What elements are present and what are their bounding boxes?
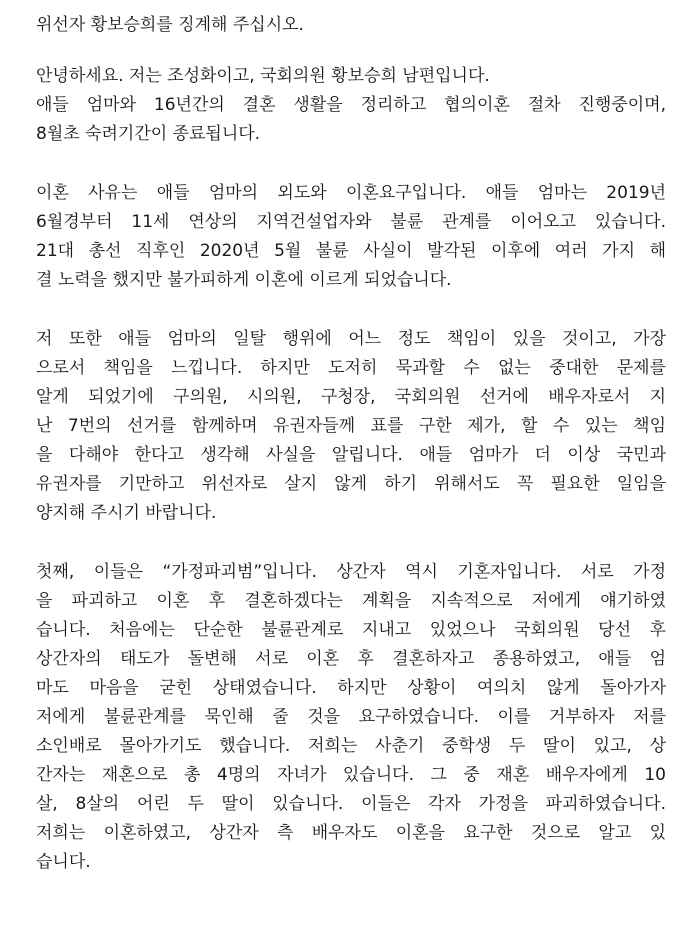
text-line: 저에게 불륜관계를 묵인해 줄 것을 요구하였습니다. 이를 거부하자 저를 [36,707,666,727]
text-line: 을 다해야 한다고 생각해 사실을 알립니다. 애들 엄마가 더 이상 국민과 [36,445,666,465]
text-line: 살, 8살의 어린 두 딸이 있습니다. 이들은 각자 가정을 파괴하였습니다. [36,794,666,814]
text-line: 알게 되었기에 구의원, 시의원, 구청장, 국회의원 선거에 배우자로서 지 [36,387,666,407]
text-line: 21대 총선 직후인 2020년 5월 불륜 사실이 발각된 이후에 여러 가지 해 [36,241,666,261]
text-line: 저희는 이혼하였고, 상간자 측 배우자도 이혼을 요구한 것으로 알고 있 [36,823,666,843]
text-line: 으로서 책임을 느낍니다. 하지만 도저히 묵과할 수 없는 중대한 문제를 [36,358,666,378]
text-line: 양지해 주시기 바랍니다. [36,503,217,523]
text-line: 8월초 숙려기간이 종료됩니다. [36,124,261,144]
document-title: 위선자 황보승희를 징계해 주십시오. [36,15,304,35]
text-line: 상간자의 태도가 돌변해 서로 이혼 후 결혼하자고 종용하였고, 애들 엄 [36,649,666,669]
text-line: 결 노력을 했지만 불가피하게 이혼에 이르게 되었습니다. [36,270,452,290]
text-line: 안녕하세요. 저는 조성화이고, 국회의원 황보승희 남편입니다. [36,66,490,86]
text-line: 마도 마음을 굳힌 상태였습니다. 하지만 상황이 여의치 않게 돌아가자 [36,678,666,698]
paragraph-responsibility [36,325,666,528]
text-line: 습니다. 처음에는 단순한 불륜관계로 지내고 있었으나 국회의원 당선 후 [36,620,666,640]
paragraph-first-point [36,558,666,877]
text-line: 간자는 재혼으로 총 4명의 자녀가 있습니다. 그 중 재혼 배우자에게 10 [36,765,666,785]
text-line: 이혼 사유는 애들 엄마의 외도와 이혼요구입니다. 애들 엄마는 2019년 [36,183,666,203]
text-line: 습니다. [36,852,91,872]
text-line: 저 또한 애들 엄마의 일탈 행위에 어느 정도 책임이 있을 것이고, 가장 [36,329,666,349]
paragraph-divorce-reason [36,179,666,295]
text-line: 유권자를 기만하고 위선자로 살지 않게 하기 위해서도 꼭 필요한 일임을 [36,474,666,494]
text-line: 난 7번의 선거를 함께하며 유권자들께 표를 구한 제가, 할 수 있는 책임 [36,416,666,436]
text-line: 애들 엄마와 16년간의 결혼 생활을 정리하고 협의이혼 절차 진행중이며, [36,95,666,115]
text-line: 소인배로 몰아가기도 했습니다. 저희는 사춘기 중학생 두 딸이 있고, 상 [36,736,666,756]
text-line: 6월경부터 11세 연상의 지역건설업자와 불륜 관계를 이어오고 있습니다. [36,212,666,232]
text-line: 을 파괴하고 이혼 후 결혼하겠다는 계획을 지속적으로 저에게 얘기하였 [36,591,666,611]
paragraph-intro [36,62,666,149]
text-line: 첫째, 이들은 “가정파괴범”입니다. 상간자 역시 기혼자입니다. 서로 가정 [36,562,666,582]
